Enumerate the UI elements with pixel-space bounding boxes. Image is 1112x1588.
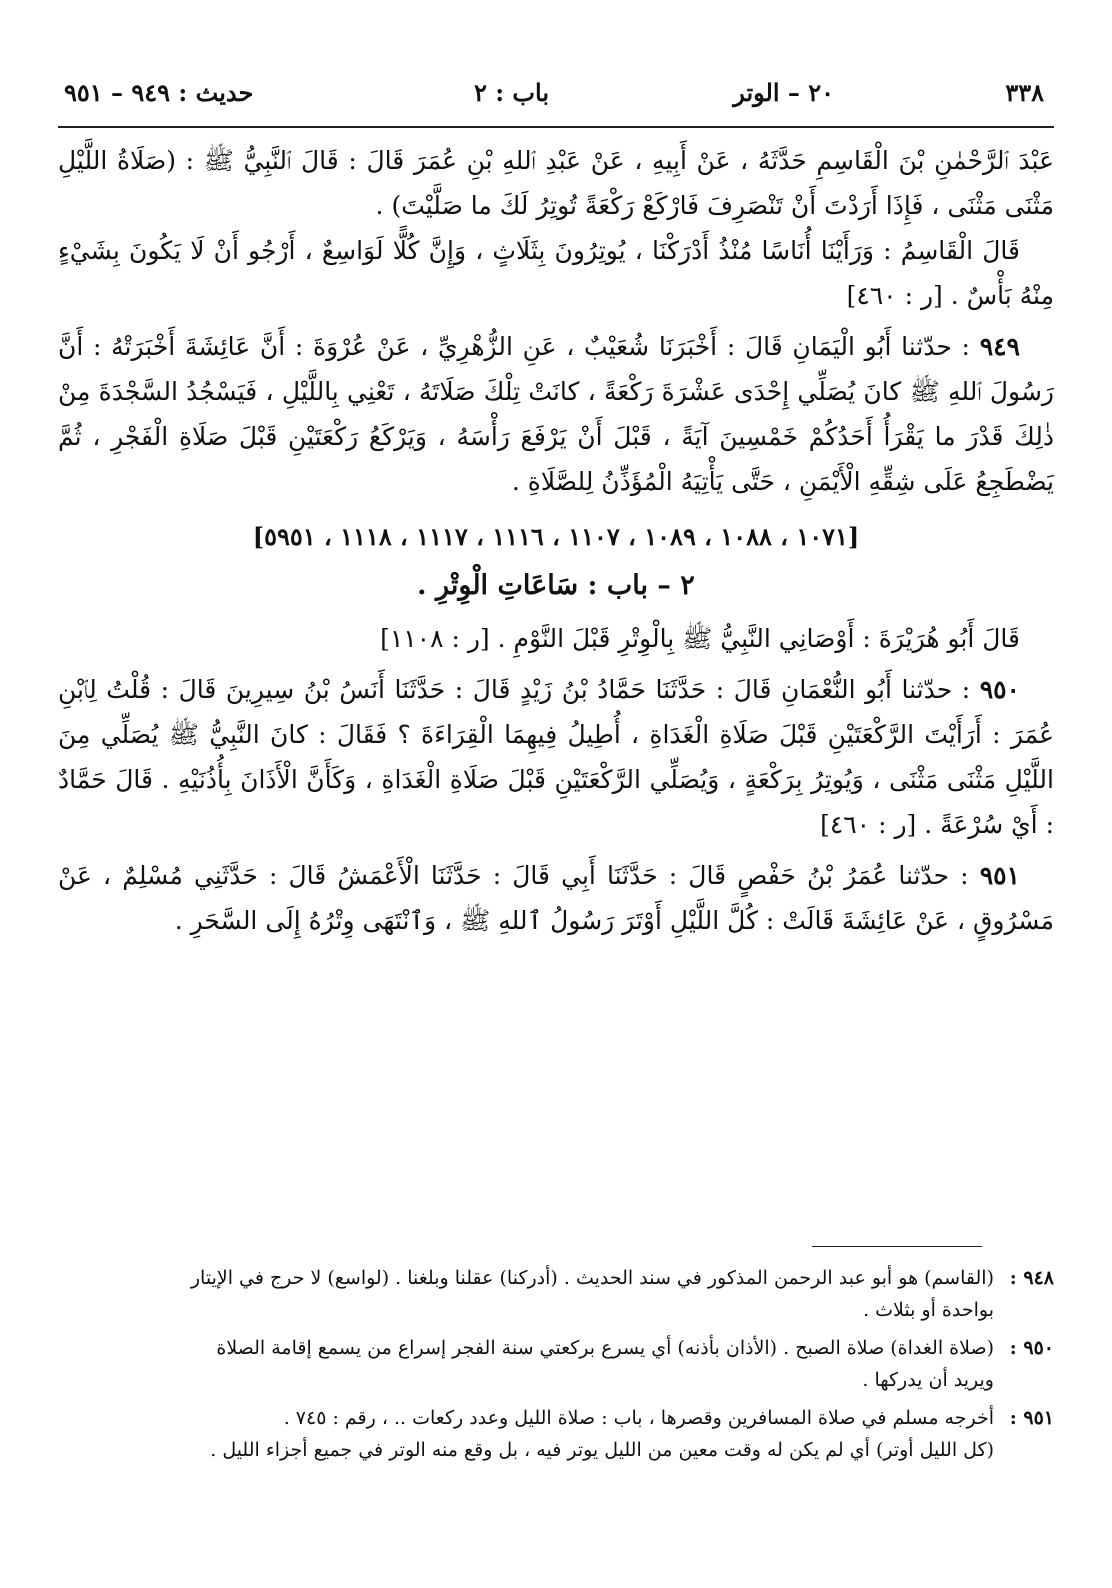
hadith-text: : حدّثنا أَبُو النُّعْمَانِ قَالَ : حَدَّثَنَا حَمَّادُ بْنُ زَيْدٍ قَالَ : حَدَّثَنَا أَنَسُ بْنُ سِيرِينَ قَالَ : قُلْتُ لِٱبْنِ عُمَرَ : أَرَأَيْتَ الرَّكْعَتَيْنِ قَبْلَ صَلَاةِ الْغَدَاةِ ، أُطِيلُ فِيهِمَا الْقِرَاءَةَ ؟ فَقَالَ : كانَ النَّبِيُّ ﷺ يُصَلِّي مِنَ اللَّيْلِ مَثْنَى مَثْنَى ، وَيُوتِرُ بِرَكْعَةٍ ، وَيُصَلِّي الرَّكْعَتَيْنِ قَبْلَ صَلَاةِ الْغَدَاةِ ، وَكَأَنَّ الْأَذَانَ بِأُذُنَيْهِ . قَالَ حَمَّادٌ : أَيْ سُرْعَةً . [ر : ٤٦٠] [58, 675, 1054, 839]
cross-references: [١٠٧١ ، ١٠٨٨ ، ١٠٨٩ ، ١١٠٧ ، ١١١٦ ، ١١١٧ ، ١١١٨ ، ٥٩٥١] [252, 522, 860, 551]
footnote-line: بواحدة أو بثلاث . [863, 1299, 994, 1321]
footnote-line: (صلاة الغداة) صلاة الصبح . (الأذان بأذنه) أي يسرع بركعتي سنة الفجر إسراع من يسمع إقامة الصلاة [216, 1337, 994, 1359]
main-text [58, 138, 1054, 943]
footnote-951 [58, 1402, 1054, 1466]
footnote-divider [812, 1246, 982, 1247]
footnote-line: ويريد أن يدركها . [862, 1369, 994, 1391]
footnote-number: ٩٤٨ : [1009, 1267, 1054, 1289]
hadith-number: ٩٥٠ [979, 675, 1020, 704]
header-divider [58, 126, 1054, 128]
hadith-951 [58, 853, 1054, 943]
footnote-948 [58, 1262, 1054, 1326]
paragraph-continuation: عَبْدَ ٱلرَّحْمٰنِ بْنَ الْقَاسِمِ حَدَّثَهُ ، عَنْ أَبِيهِ ، عَنْ عَبْدِ ٱللهِ بْنِ عُمَرَ قَالَ : قَالَ ٱلنَّبِيُّ ﷺ : (صَلَاةُ اللَّيْلِ مَثْنَى مَثْنَى ، فَإِذَا أَرَدْتَ أَنْ تَنْصَرِفَ فَارْكَعْ رَكْعَةً تُوتِرُ لَكَ ما صَلَّيْتَ) . [58, 146, 1054, 220]
running-header [58, 78, 1054, 118]
book-title: ٢٠ – الوتر [733, 78, 834, 107]
footnote-number: ٩٥٠ : [1009, 1337, 1054, 1359]
footnote-line: (القاسم) هو أبو عبد الرحمن المذكور في سند الحديث . (أدركنا) عقلنا وبلغنا . (لواسع) لا حرج في الإيتار [190, 1267, 994, 1289]
footnote-line: (كل الليل أوتر) أي لم يكن له وقت معين من الليل يوتر فيه ، بل وقع منه الوتر في جميع أجزاء الليل . [210, 1439, 994, 1461]
hadith-number: ٩٤٩ [979, 332, 1020, 361]
chapter-label: باب : ٢ [473, 78, 549, 107]
hadith-number: ٩٥١ [979, 861, 1020, 890]
hadith-text: : حدّثنا أَبُو الْيَمَانِ قَالَ : أَخْبَرَنَا شُعَيْبٌ ، عَنِ الزُّهْرِيِّ ، عَنْ عُرْوَةَ : أَنَّ عَائِشَةَ أَخْبَرَتْهُ : أَنَّ رَسُولَ ٱللهِ ﷺ كانَ يُصَلِّي إِحْدَى عَشْرَةَ رَكْعَةً ، كانَتْ تِلْكَ صَلَاتَهُ ، تَعْنِي بِاللَّيْلِ ، فَيَسْجُدُ السَّجْدَةَ مِنْ ذٰلِكَ قَدْرَ ما يَقْرَأُ أَحَدُكُمْ خَمْسِينَ آيَةً ، قَبْلَ أَنْ يَرْفَعَ رَأْسَهُ ، وَيَرْكَعُ رَكْعَتَيْنِ قَبْلَ صَلَاةِ الْفَجْرِ ، ثُمَّ يَضْطَجِعُ عَلَى شِقِّهِ الْأَيْمَنِ ، حَتَّى يَأْتِيَهُ الْمُؤَذِّنُ لِلصَّلَاةِ . [58, 332, 1054, 496]
paragraph-abu-hurayra: قَالَ أَبُو هُرَيْرَةَ : أَوْصَانِي النَّبِيُّ ﷺ بِالْوِتْرِ قَبْلَ النَّوْمِ . [ر : ١١٠٨] [380, 624, 1020, 653]
footnote-950 [58, 1332, 1054, 1396]
hadith-949 [58, 324, 1054, 504]
hadith-text: : حدّثنا عُمَرُ بْنُ حَفْصٍ قَالَ : حَدَّثَنَا أَبِي قَالَ : حَدَّثَنَا الْأَعْمَشُ قَالَ : حَدَّثَنِي مُسْلِمٌ ، عَنْ مَسْرُوقٍ ، عَنْ عَائِشَةَ قَالَتْ : كُلَّ اللَّيْلِ أَوْتَرَ رَسُولُ ٱللهِ ﷺ ، وَٱنْتَهَى وِتْرُهُ إِلَى السَّحَرِ . [58, 861, 1054, 935]
paragraph-qasim: قَالَ الْقَاسِمُ : وَرَأَيْنَا أُنَاسًا مُنْذُ أَدْرَكْنَا ، يُوتِرُونَ بِثَلَاثٍ ، وَإِنَّ كُلًّا لَوَاسِعٌ ، أَرْجُو أَنْ لَا يَكُونَ بِشَيْءٍ مِنْهُ بَأْسٌ . [ر : ٤٦٠] [58, 236, 1054, 310]
footnote-line: أخرجه مسلم في صلاة المسافرين وقصرها ، باب : صلاة الليل وعدد ركعات .. ، رقم : ٧٤٥ . [283, 1407, 994, 1429]
footnote-number: ٩٥١ : [1009, 1407, 1054, 1429]
hadith-range: حديث : ٩٤٩ – ٩٥١ [64, 78, 254, 107]
page-number: ٣٣٨ [1005, 78, 1044, 107]
chapter-heading: ٢ – باب : سَاعَاتِ الْوِتْرِ . [417, 570, 695, 601]
footnotes [58, 1262, 1054, 1472]
hadith-950 [58, 667, 1054, 847]
